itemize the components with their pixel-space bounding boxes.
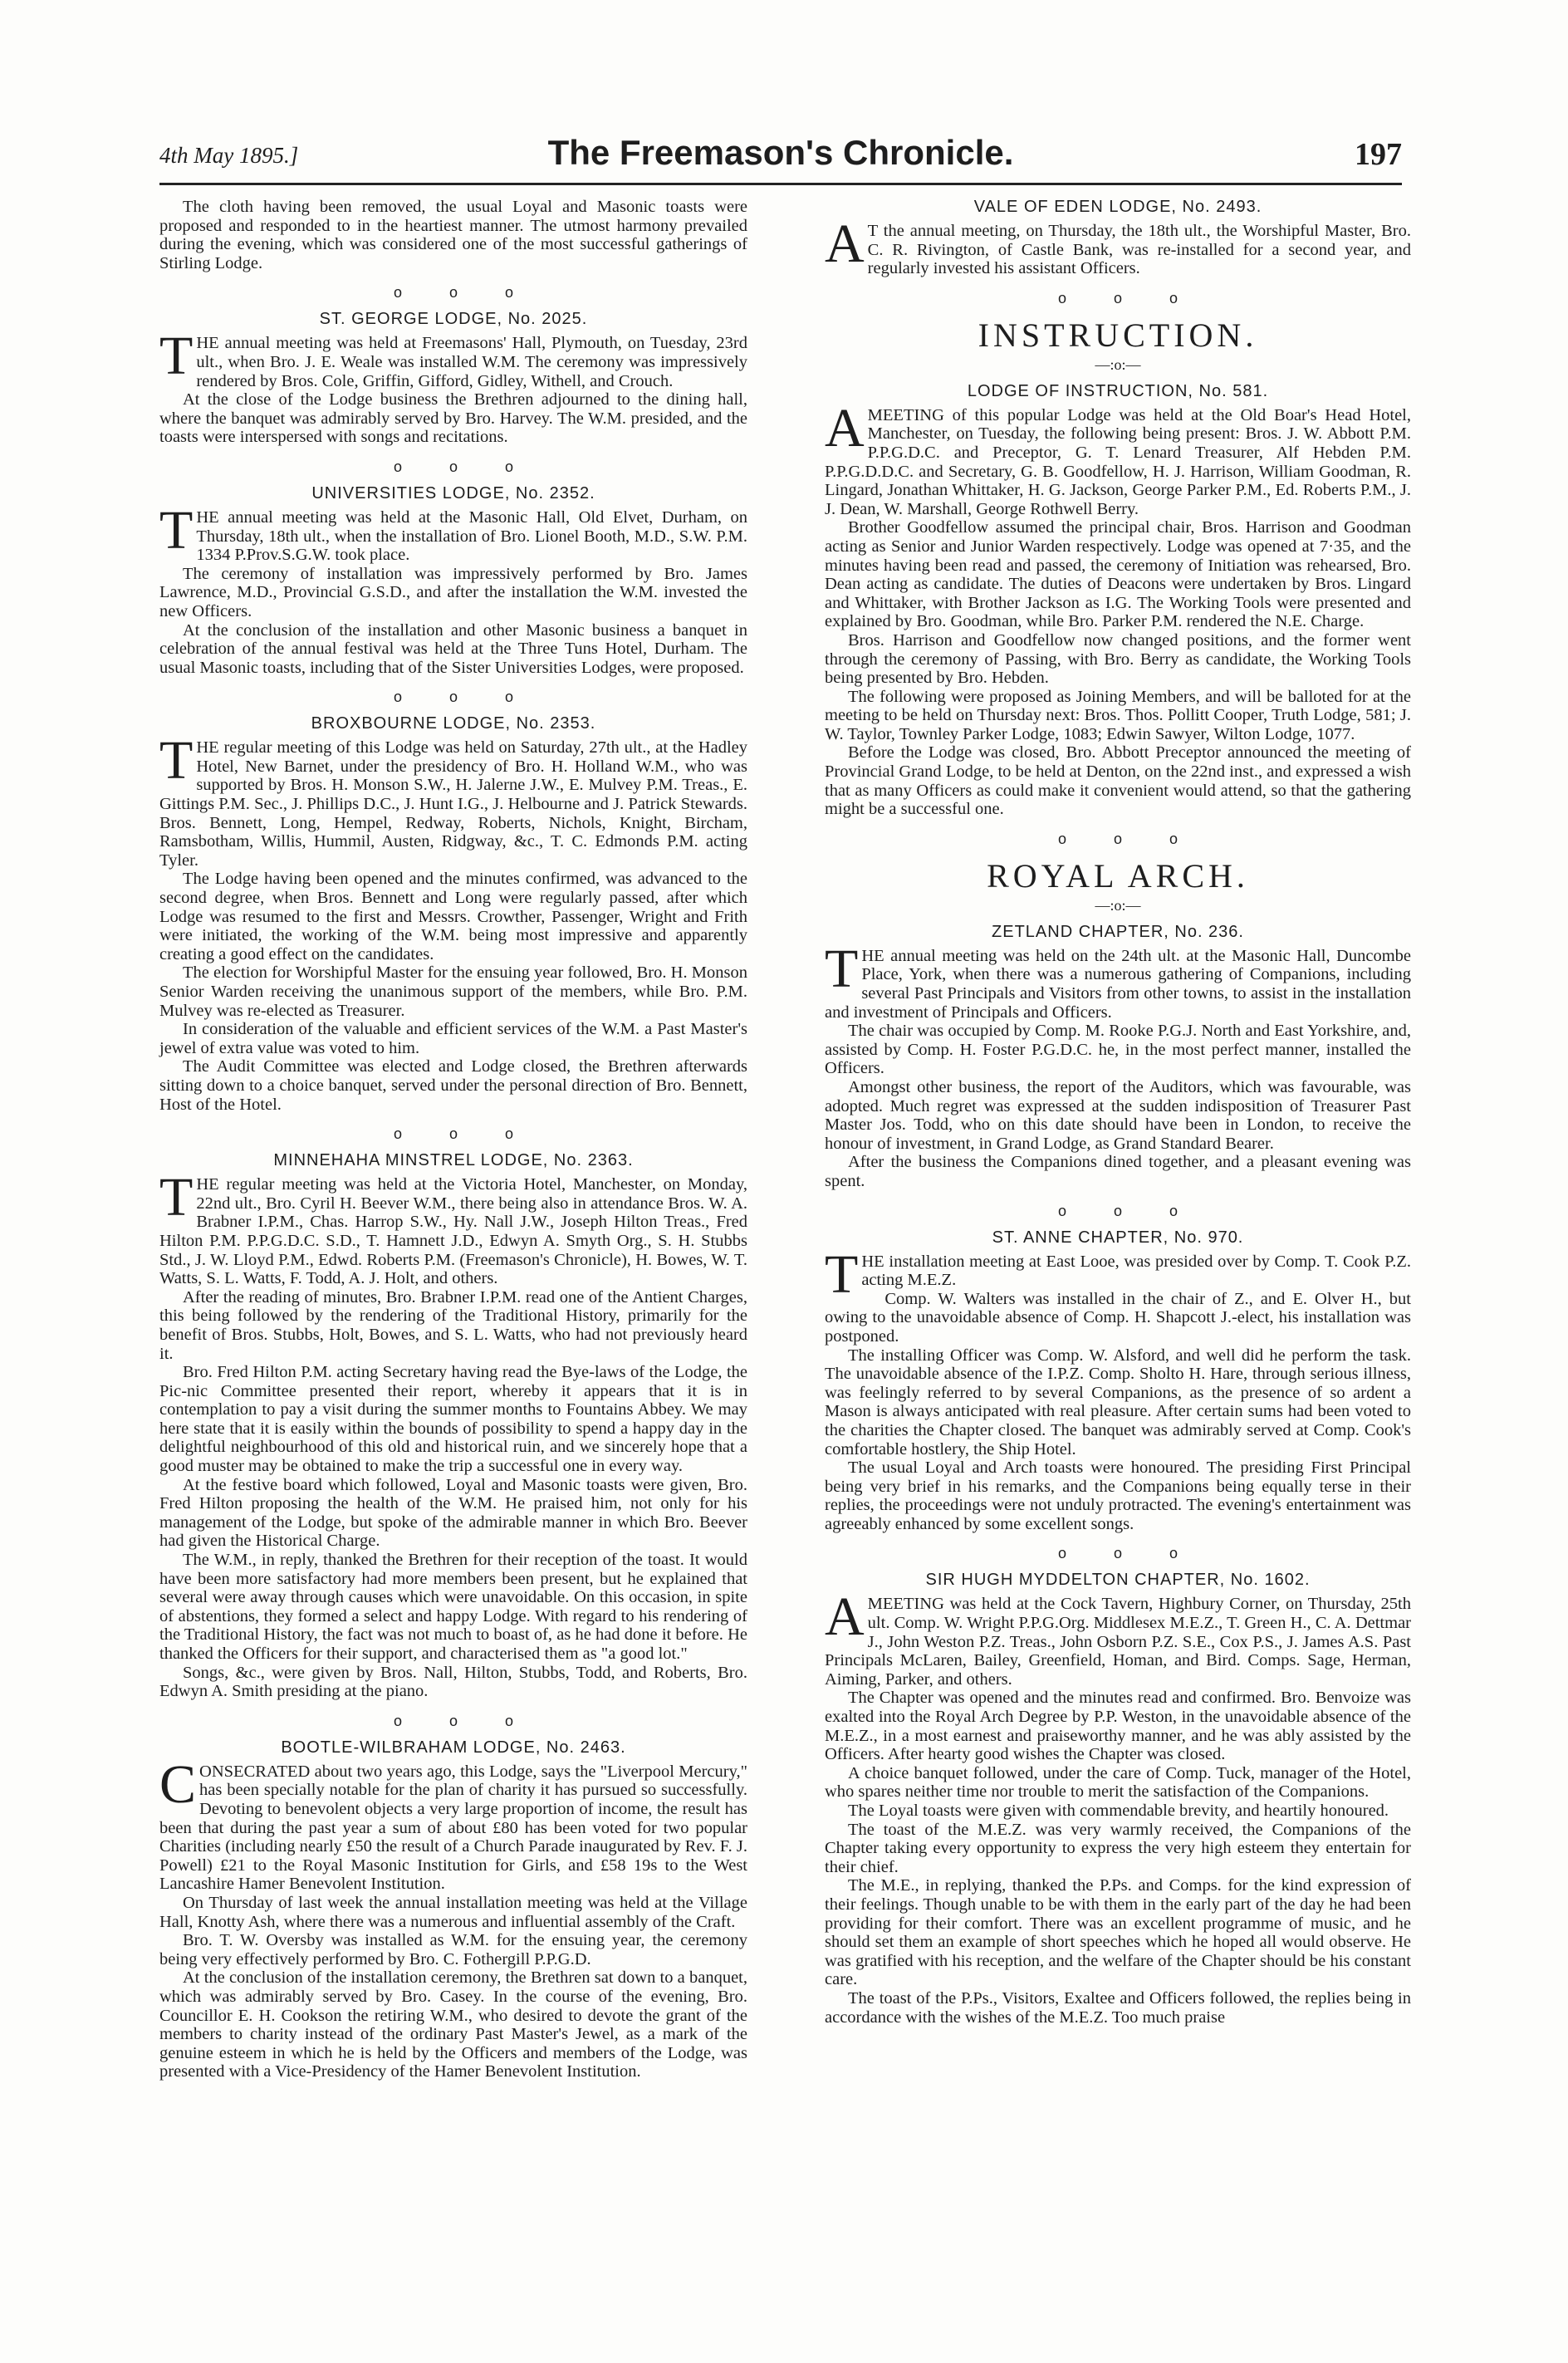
section-separator: o o o (393, 1712, 536, 1729)
article-paragraph: THE annual meeting was held at the Masonic Hall, Old Elvet, Durham, on Thursday, 18th ult., when the installation of Bro. Lionel Booth, M.D., S.W. P.M. 1334 P.Prov.S.G.W. took place. (159, 499, 747, 565)
article-paragraph: After the business the Companions dined together, and a pleasant evening was spent. (825, 1153, 1411, 1190)
ornament-mark: —:o:— (1095, 355, 1141, 373)
article-paragraph: The installing Officer was Comp. W. Alsford, and well did he perform the task. The unavoidable absence of the I.P.Z. Comp. Sholto H. Hare, through serious illness, was feelingly referred to by several Companions, as the presence of so ardent a Mason is always anticipated with real pleasure. After certain sums had been voted to the charities the Chapter closed. The banquet was admirably served at Comp. Cook's comfortable hostlery, the Ship Hotel. (825, 1346, 1411, 1458)
article-paragraph: Bros. Harrison and Goodfellow now changed positions, and the former went through the ceremony of Passing, with Bro. Berry as candidate, the Working Tools being presented by Bro. Hebden. (825, 630, 1411, 688)
article-paragraph: The W.M., in reply, thanked the Brethren for their reception of the toast. It would have been more satisfactory had more members been present, but he explained that several were away through causes which were unavoidable. On this occasion, in spite of abstentions, they formed a select and happy Lodge. With regard to his rendering of the Traditional History, the fact was not much to boast of, as he had done it before. He thanked the Officers for their support, and characterised them as "a good lot." (159, 1551, 747, 1663)
article-paragraph: The M.E., in replying, thanked the P.Ps. and Comps. for the kind expression of their feelings. Though unable to be with them in the early part of the day he had been providing for their comfort. There was an excellent programme of music, and he should set them an example of short speeches which he hoped all would observe. He was gratified with his reception, and the welfare of the Chapter should be his constant care. (825, 1876, 1411, 1989)
article-paragraph: THE installation meeting at East Looe, was presided over by Comp. T. Cook P.Z. acting M.E.Z. (825, 1243, 1411, 1305)
article-paragraph: THE annual meeting was held at Freemasons' Hall, Plymouth, on Tuesday, 23rd ult., when Bro. J. E. Weale was installed W.M. The ceremony was impressively rendered by Bros. Cole, Griffin, Gifford, Gidley, Withell, and Crouch. (159, 326, 747, 390)
ornament-mark: —:o:— (1095, 896, 1141, 914)
article-paragraph: At the conclusion of the installation and other Masonic business a banquet in celebration of the annual festival was held at the Three Tuns Hotel, Durham. The usual Masonic toasts, including that of the Sister Universities Lodges, were proposed. (159, 620, 747, 677)
publication-title: The Freemason's Chronicle. (547, 133, 1014, 172)
article-paragraph: AT the annual meeting, on Thursday, the 18th ult., the Worshipful Master, Bro. C. R. Rivington, of Castle Bank, was re-installed for a second year, and regularly invested his assistant Officers. (825, 213, 1411, 278)
article-paragraph: Comp. W. Walters was installed in the chair of Z., and E. Olver H., but owing to the unavoidable absence of Comp. H. Shapcott J.-elect, his installation was postponed. (825, 1289, 1411, 1346)
article-paragraph: A choice banquet followed, under the care of Comp. Tuck, manager of the Hotel, who spares neither time nor trouble to merit the satisfaction of the Companions. (825, 1763, 1411, 1802)
article-paragraph: Bro. Fred Hilton P.M. acting Secretary having read the Bye-laws of the Lodge, the Pic-nic Committee presented their report, whereby it appears that it is in contemplation to pay a visit during the summer months to Fountains Abbey. We may here state that it is easily within the bounds of possibility to spend a happy day in the delightful neighbourhood of this old and historical ruin, and we sincerely hope that a good muster may be obtained to make the trip a successful one in every way. (159, 1363, 747, 1476)
page-number: 197 (1355, 137, 1402, 172)
section-separator: o o o (393, 458, 536, 475)
lodge-of-instruction-heading: LODGE OF INSTRUCTION, No. 581. (967, 381, 1269, 400)
instruction-section-title: INSTRUCTION. (978, 316, 1258, 354)
article-paragraph: The election for Worshipful Master for the ensuing year followed, Bro. H. Monson Senior Warden receiving the unanimous support of the members, while Bro. P.M. Mulvey was re-elected as Treasurer. (159, 963, 747, 1020)
article-paragraph: THE annual meeting was held on the 24th ult. at the Masonic Hall, Duncombe Place, York, when there was a numerous gathering of Companions, including several Past Principals and Visitors from other towns, to assist in the installation and investment of Principals and Officers. (825, 938, 1411, 1022)
article-paragraph: The toast of the P.Ps., Visitors, Exaltee and Officers followed, the replies being in accordance with the wishes of the M.E.Z. Too much praise (825, 1988, 1411, 2027)
article-paragraph: The toast of the M.E.Z. was very warmly received, the Companions of the Chapter taking every opportunity to express the very high esteem they entertain for their chief. (825, 1820, 1411, 1876)
right-column (825, 198, 1411, 2027)
section-separator: o o o (1057, 289, 1200, 306)
article-paragraph: Bro. T. W. Oversby was installed as W.M. for the ensuing year, the ceremony being very effectively performed by Bro. C. Fothergill P.P.G.D. (159, 1931, 747, 1968)
article-paragraph: The ceremony of installation was impressively performed by Bro. James Lawrence, M.D., Provincial G.S.D., and after the installation the W.M. invested the new Officers. (159, 564, 747, 620)
article-paragraph: Songs, &c., were given by Bros. Nall, Hilton, Stubbs, Todd, and Roberts, Bro. Edwyn A. Smith presiding at the piano. (159, 1663, 747, 1701)
article-paragraph: At the conclusion of the installation ceremony, the Brethren sat down to a banquet, which was admirably served by Bro. Casey. In the course of the evening, Bro. Councillor E. H. Cookson the retiring W.M., who desired to devote the grant of the members to charity instead of the ordinary Past Master's Jewel, as a mark of the genuine esteem in which he is held by the Officers and members of the Lodge, was presented with a Vice-Presidency of the Hamer Benevolent Institution. (159, 1968, 747, 2081)
article-paragraph: At the close of the Lodge business the Brethren adjourned to the dining hall, where the banquet was admirably served by Bro. Harvey. The W.M. presided, and the toasts were interspersed with songs and recitations. (159, 390, 747, 447)
section-separator: o o o (1057, 1202, 1200, 1219)
vale-of-eden-lodge-heading: VALE OF EDEN LODGE, No. 2493. (973, 198, 1262, 216)
article-paragraph: AMEETING of this popular Lodge was held at the Old Boar's Head Hotel, Manchester, on Tuesday, the following being present: Bros. J. W. Abbott P.M. P.P.G.D.C. and Preceptor, G. T. Lenard Treasurer, Alf Hebden P.M. P.P.G.D.D.C. and Secretary, G. B. Goodfellow, H. J. Harrison, William Goodman, R. Lingard, Jonathan Whittaker, H. G. Jackson, George Parker P.M., Ed. Roberts P.M., J. J. Dean, W. Marshall, George Rothwell Berry. (825, 397, 1411, 518)
left-column (159, 198, 747, 2081)
universities-lodge-heading: UNIVERSITIES LODGE, No. 2352. (311, 483, 595, 503)
article-paragraph: The Audit Committee was elected and Lodge closed, the Brethren afterwards sitting down to a choice banquet, served under the personal direction of Bro. Bennett, Host of the Hotel. (159, 1057, 747, 1114)
article-paragraph: The usual Loyal and Arch toasts were honoured. The presiding First Principal being very brief in his remarks, and the Companions being equally terse in their replies, the proceedings were not unduly protracted. The evening's entertainment was agreeably enhanced by some excellent songs. (825, 1458, 1411, 1533)
article-paragraph: The chair was occupied by Comp. M. Rooke P.G.J. North and East Yorkshire, and, assisted by Comp. H. Foster P.G.D.C. he, in the most perfect manner, installed the Officers. (825, 1022, 1411, 1078)
st-anne-chapter-heading: ST. ANNE CHAPTER, No. 970. (992, 1228, 1244, 1247)
issue-date: 4th May 1895.] (159, 143, 299, 168)
article-paragraph: CONSECRATED about two years ago, this Lodge, says the "Liverpool Mercury," has been specially notable for the plan of charity it has pursued so successfully. Devoting to benevolent objects a very large proportion of income, the result has been that during the past year a sum of about £80 has been voted for two popular Charities (including nearly £50 the result of a Church Parade inaugurated by Rev. F. J. Powell) £21 to the Royal Masonic Institution for Girls, and £58 19s to the West Lancashire Hamer Benevolent Institution. (159, 1753, 747, 1894)
minnehaha-lodge-heading: MINNEHAHA MINSTREL LODGE, No. 2363. (273, 1151, 634, 1170)
zetland-chapter-heading: ZETLAND CHAPTER, No. 236. (992, 922, 1244, 941)
section-separator: o o o (393, 1125, 536, 1143)
article-paragraph: The following were proposed as Joining Members, and will be balloted for at the meeting to be held on Thursday next: Bros. Thos. Pollitt Cooper, Truth Lodge, 581; J. W. Taylor, Townley Parker Lodge, 1083; Edwin Sawyer, Wilton Lodge, 1077. (825, 687, 1411, 743)
article-paragraph: Before the Lodge was closed, Bro. Abbott Preceptor announced the meeting of Provincial Grand Lodge, to be held at Denton, on the 22nd inst., and expressed a wish that as many Officers as could make it convenient would attend, so that the gathering might be a successful one. (825, 743, 1411, 819)
sir-hugh-myddelton-chapter-heading: SIR HUGH MYDDELTON CHAPTER, No. 1602. (925, 1571, 1311, 1590)
article-paragraph: In consideration of the valuable and efficient services of the W.M. a Past Master's jewel of extra value was voted to him. (159, 1020, 747, 1057)
section-separator: o o o (393, 284, 536, 302)
article-paragraph: THE regular meeting was held at the Victoria Hotel, Manchester, on Monday, 22nd ult., Bro. Cyril H. Beever W.M., there being also in attendance Bros. W. A. Brabner I.P.M., Chas. Harrop S.W., Hy. Nall J.W., Joseph Hilton Treas., Fred Hilton P.M. P.P.G.D.C. S.D., T. Hamnett J.D., Edwyn A. Smyth Org., S. H. Stubbs Std., J. W. Lloyd P.M., Edwd. Roberts P.M. (Freemason's Chronicle), H. Bowes, W. T. Watts, S. L. Watts, F. Todd, A. J. Holt, and others. (159, 1167, 747, 1288)
article-paragraph: After the reading of minutes, Bro. Brabner I.P.M. read one of the Antient Charges, this being followed by the rendering of the Traditional History, primarily for the benefit of Bros. Stubbs, Holt, Bowes, and S. L. Watts, who had not previously heard it. (159, 1287, 747, 1363)
article-paragraph: At the festive board which followed, Loyal and Masonic toasts were given, Bro. Fred Hilton proposing the health of the W.M. He praised him, not only for his management of the Lodge, but spoke of the admirable manner in which Bro. Beever had given the Historical Charge. (159, 1475, 747, 1551)
stirling-lodge-closing: The cloth having been removed, the usual Loyal and Masonic toasts were proposed and responded to in the heartiest manner. The utmost harmony prevailed during the evening, which was considered one of the most successful gatherings of Stirling Lodge. (159, 198, 747, 272)
bootle-wilbraham-lodge-heading: BOOTLE-WILBRAHAM LODGE, No. 2463. (281, 1738, 626, 1757)
section-separator: o o o (1057, 1545, 1200, 1562)
page-header (159, 133, 1402, 185)
article-paragraph: THE regular meeting of this Lodge was held on Saturday, 27th ult., at the Hadley Hotel, New Barnet, under the presidency of Bro. H. Holland W.M., who was supported by Bros. H. Monson S.W., H. Jalerne J.W., E. Mulvey P.M. Treas., E. Gittings P.M. Sec., J. Phillips D.C., J. Hunt I.G., J. Helbourne and J. Patrick Stewards. Bros. Bennett, Long, Hempel, Redway, Roberts, Nichols, Knight, Bircham, Ramsbotham, Willis, Hummil, Austen, Ridgway, &c., T. C. Edmonds P.M. acting Tyler. (159, 730, 747, 870)
broxbourne-lodge-heading: BROXBOURNE LODGE, No. 2353. (311, 714, 596, 733)
article-paragraph: Amongst other business, the report of the Auditors, which was favourable, was adopted. Much regret was expressed at the sudden indisposition of Treasurer Past Master Jos. Todd, who on this date should have been in London, to receive the honour of investment, in Grand Lodge, as Grand Standard Bearer. (825, 1078, 1411, 1153)
st-george-lodge-heading: ST. GEORGE LODGE, No. 2025. (319, 310, 588, 329)
article-paragraph: The Lodge having been opened and the minutes confirmed, was advanced to the second degree, when Bros. Bennett and Long were regularly passed, after which Lodge was resumed to the first and Messrs. Crowther, Passenger, Wright and Frith were initiated, the working of the W.M. being most impressive and apparently creating a good effect on the candidates. (159, 870, 747, 963)
article-paragraph: AMEETING was held at the Cock Tavern, Highbury Corner, on Thursday, 25th ult. Comp. W. Wright P.P.G.Org. Middlesex M.E.Z., T. Green H., C. A. Dettmar J., John Weston P.Z. Treas., John Osborn P.Z. S.E., Cox P.S., J. James A.S. Past Principals McLaren, Bailey, Greenfield, Homan, and Bird. Comps. Sage, Herman, Aiming, Parker, and others. (825, 1586, 1411, 1689)
article-paragraph: The Loyal toasts were given with commendable brevity, and heartily honoured. (848, 1802, 1389, 1820)
royal-arch-section-title: ROYAL ARCH. (987, 856, 1249, 895)
section-separator: o o o (1057, 830, 1200, 847)
section-separator: o o o (393, 689, 536, 706)
article-paragraph: On Thursday of last week the annual installation meeting was held at the Village Hall, Knotty Ash, where there was a numerous and influential assembly of the Craft. (159, 1893, 747, 1931)
article-paragraph: Brother Goodfellow assumed the principal chair, Bros. Harrison and Goodman acting as Senior and Junior Warden respectively. Lodge was opened at 7·35, and the minutes having been read and passed, the ceremony of Initiation was rehearsed, Bro. Dean acting as candidate. The duties of Deacons were undertaken by Bros. Lingard and Whittaker, with Brother Jackson as I.G. The Working Tools were presented and explained by Bro. Goodman, while Bro. Parker P.M. rendered the N.E. Charge. (825, 518, 1411, 631)
article-paragraph: The Chapter was opened and the minutes read and confirmed. Bro. Benvoize was exalted into the Royal Arch Degree by P.P. Weston, in the unavoidable absence of the M.E.Z., in a most earnest and praiseworthy manner, and he was ably assisted by the Officers. After hearty good wishes the Chapter was closed. (825, 1689, 1411, 1764)
